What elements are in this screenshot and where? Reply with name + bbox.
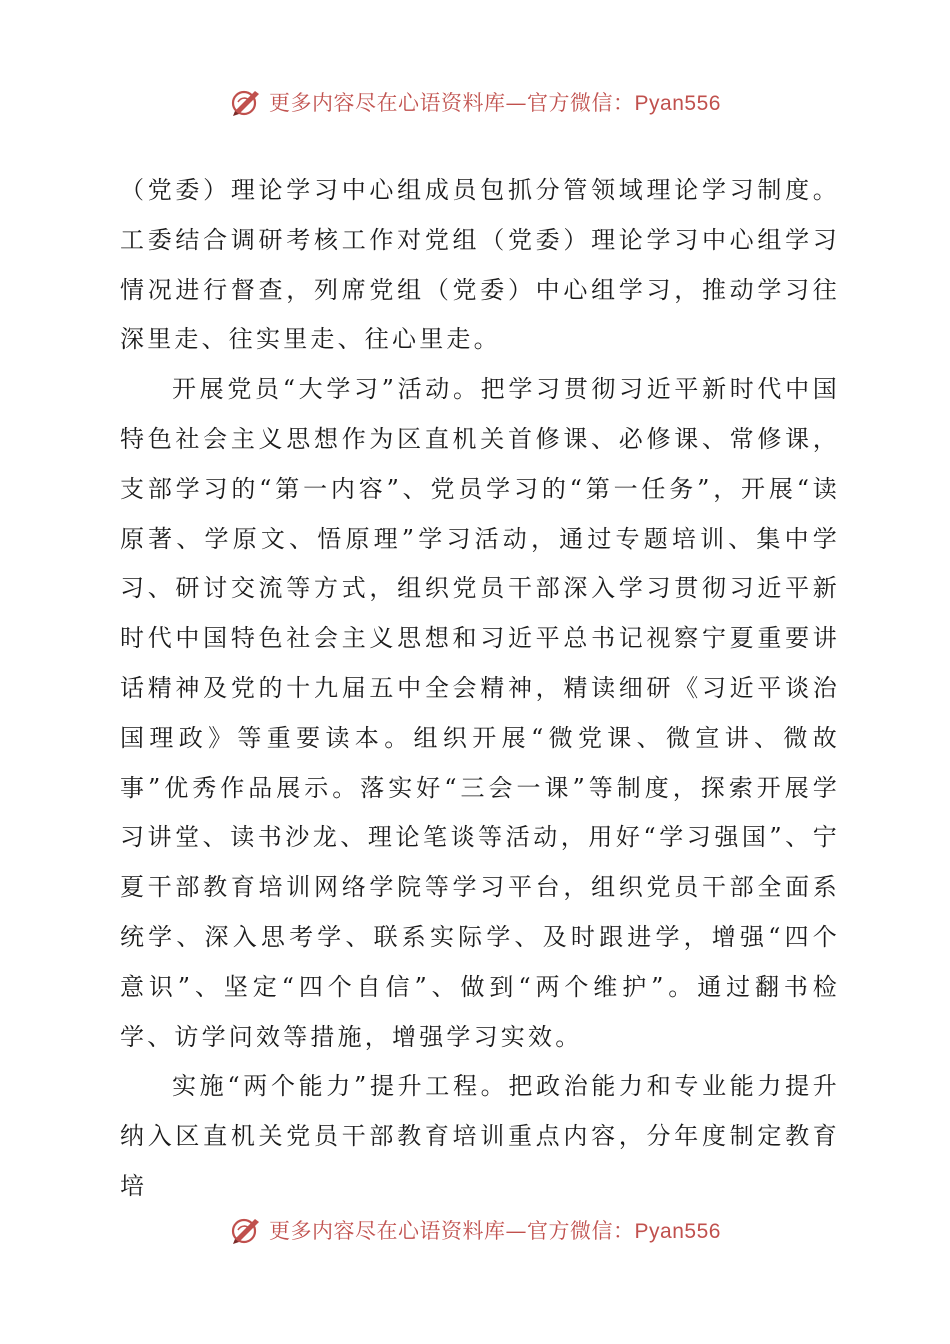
pen-logo-icon: [229, 1213, 263, 1247]
header-watermark-text: 更多内容尽在心语资料库—官方微信：Pyan556: [269, 91, 721, 115]
footer-watermark-text: 更多内容尽在心语资料库—官方微信：Pyan556: [269, 1219, 721, 1243]
header-wechat-handle: Pyan556: [634, 92, 721, 115]
paragraph-3: 实施“两个能力”提升工程。把政治能力和专业能力提升纳入区直机关党员干部教育培训重点内容，分年度制定教育培: [120, 1072, 840, 1200]
paragraph-2: 开展党员“大学习”活动。把学习贯彻习近平新时代中国特色社会主义思想作为区直机关首修课、必修课、常修课，支部学习的“第一内容”、党员学习的“第一任务”，开展“读原著、学原文、悟原理”学习活动，通过专题培训、集中学习、研讨交流等方式，组织党员干部深入学习贯彻习近平新时代中国特色社会主义思想和习近平总书记视察宁夏重要讲话精神及党的十九届五中全会精神，精读细研《习近平谈治国理政》等重要读本。组织开展“微党课、微宣讲、微故事”优秀作品展示。落实好“三会一课”等制度，探索开展学习讲堂、读书沙龙、理论笔谈等活动，用好“学习强国”、宁夏干部教育培训网络学院等学习平台，组织党员干部全面系统学、深入思考学、联系实际学、及时跟进学，增强“四个意识”、坚定“四个自信”、做到“两个维护”。通过翻书检学、访学问效等措施，增强学习实效。: [120, 375, 840, 1051]
footer-watermark-banner: [0, 1210, 950, 1250]
footer-wechat-handle: Pyan556: [634, 1220, 721, 1243]
pen-logo-icon: [229, 85, 263, 119]
paragraph-1: （党委）理论学习中心组成员包抓分管领域理论学习制度。工委结合调研考核工作对党组（党委）理论学习中心组学习情况进行督查，列席党组（党委）中心组学习，推动学习往深里走、往实里走、往心里走。: [120, 176, 840, 354]
document-body: [120, 166, 840, 1212]
header-watermark-banner: [0, 82, 950, 122]
